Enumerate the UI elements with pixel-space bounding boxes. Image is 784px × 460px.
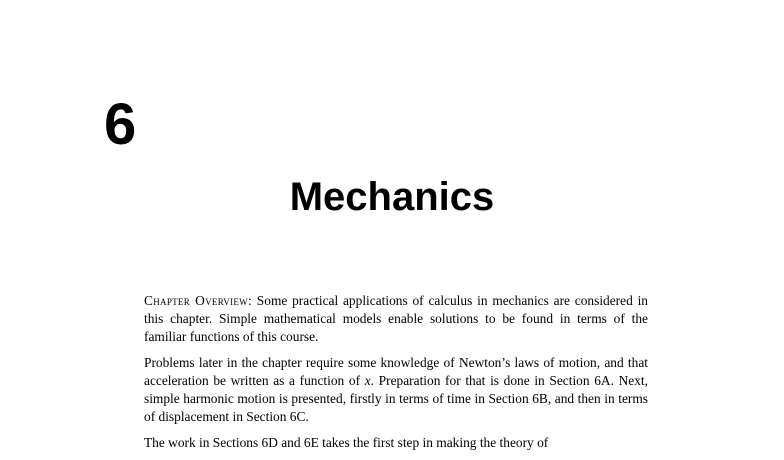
sections-text: The work in Sections 6D and 6E takes the first step in making the theory of [144,435,549,450]
overview-heading: Chapter Overview: [144,293,252,308]
prerequisites-text-2: . Preparation for that is done in Section 6A. Next, simple harmonic motion is presented, firstly in terms of time in Section 6B, and then in terms of displacement in Section 6C. [144,373,648,424]
chapter-number: 6 [104,92,137,157]
chapter-title: Mechanics [289,175,495,219]
prerequisites-paragraph [144,354,648,426]
sections-paragraph [144,434,648,452]
chapter-body [144,292,648,460]
overview-text: Some practical applications of calculus in mechanics are considered in this chapter. Simple mathematical models enable solutions to be found in terms of the familiar functions of this course. [144,293,648,344]
math-variable-x: x [364,373,371,388]
prerequisites-text-1: Problems later in the chapter require some knowledge of Newton’s laws of motion, and that acceleration be written as a function of [144,355,648,388]
chapter-overview-paragraph [144,292,648,346]
